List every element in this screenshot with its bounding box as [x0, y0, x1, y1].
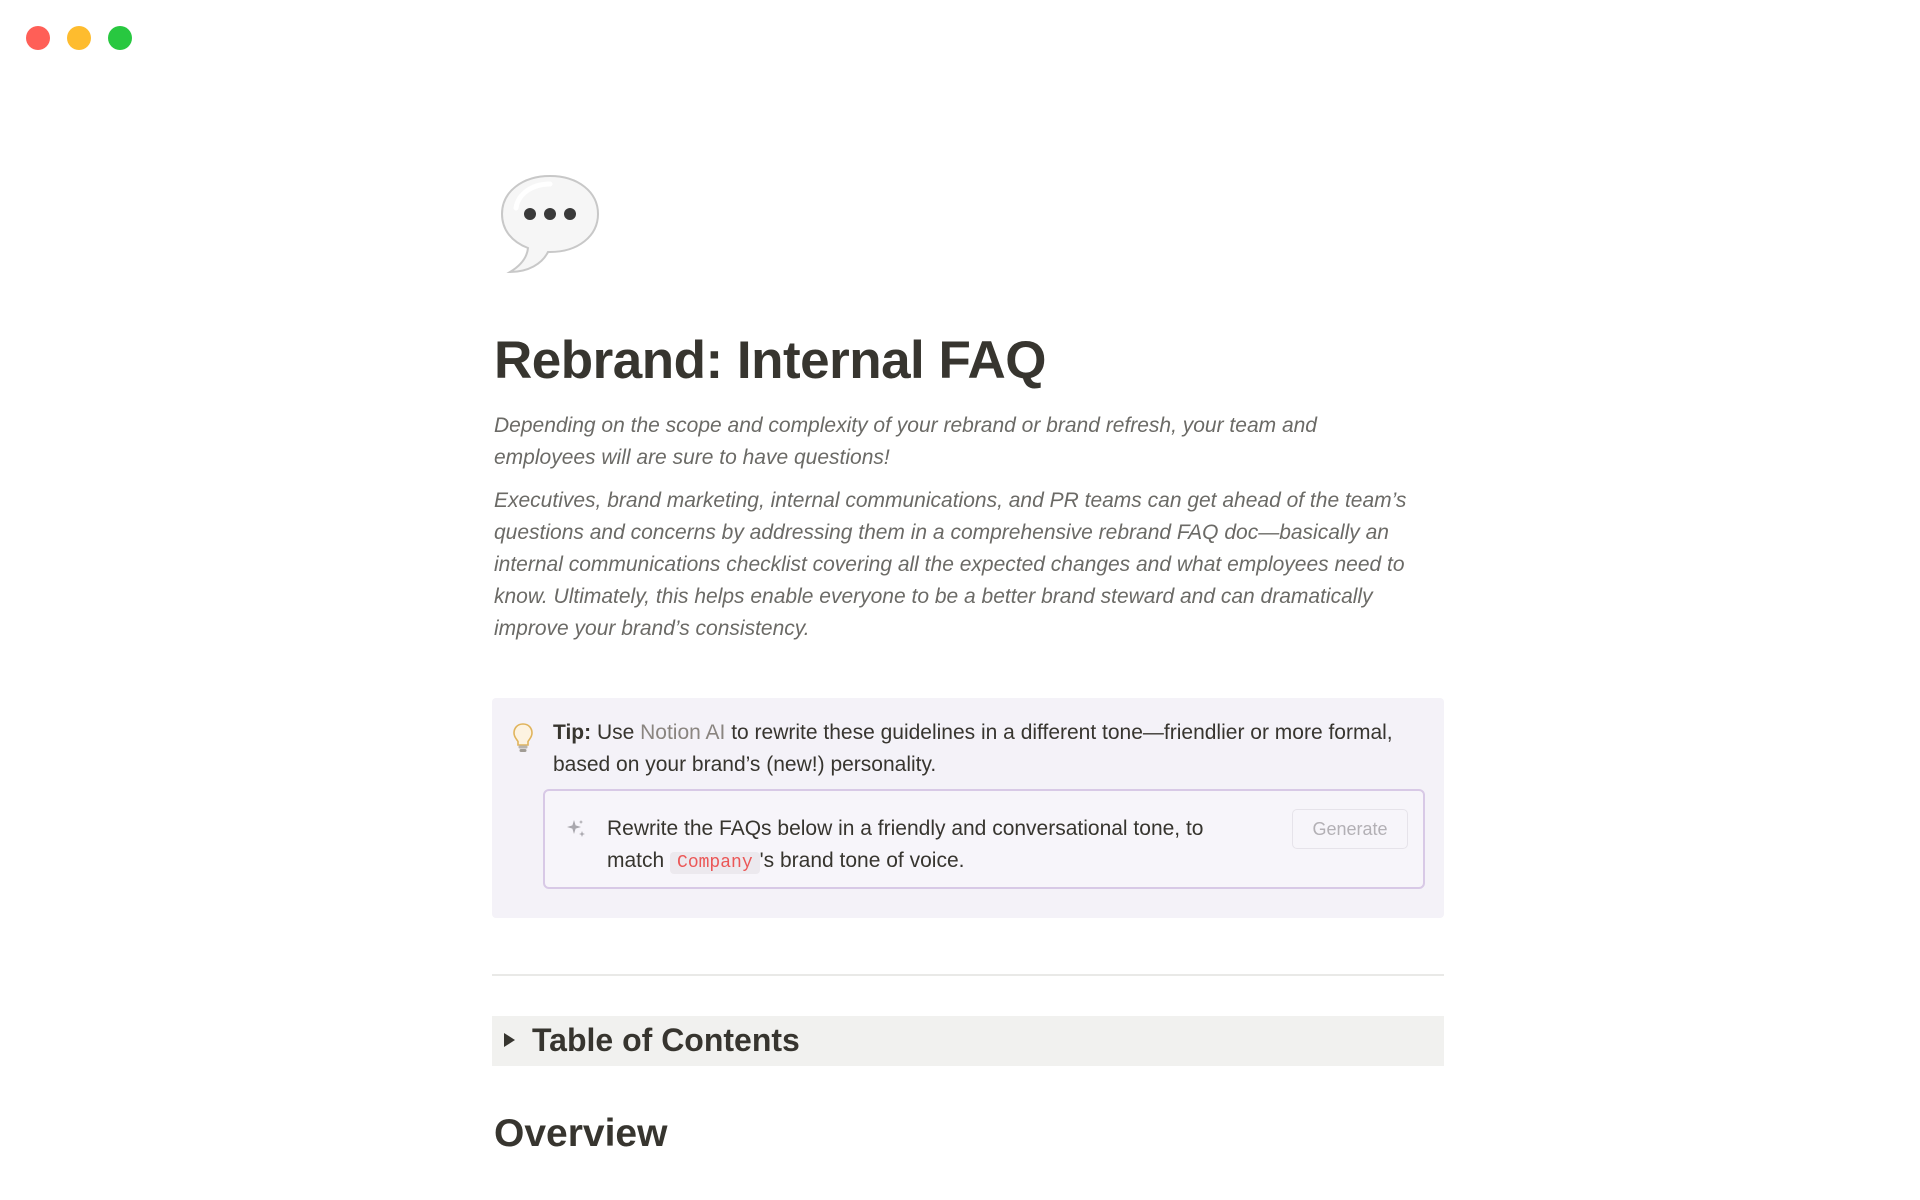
ai-prompt-text[interactable] [607, 813, 1247, 879]
tip-text-after-link: to rewrite these guidelines in a different tone—friendlier or more formal, based on your brand’s (new!) personality. [553, 721, 1393, 776]
tip-text-before-link: Use [591, 721, 641, 744]
divider [492, 974, 1444, 976]
prompt-text-before: Rewrite the FAQs below in a friendly and conversational tone, to match [607, 817, 1204, 872]
intro-paragraph[interactable]: Executives, brand marketing, internal communications, and PR teams can get ahead of the team’s questions and concerns by addressing them in a comprehensive rebrand FAQ doc—basically an internal communications checklist covering all the expected changes and what employees need to know. Ultimately, this helps enable everyone to be a better brand steward and can dramatically improve your brand’s consistency. [494, 489, 1407, 640]
speech-balloon-icon[interactable] [496, 168, 604, 276]
generate-button[interactable]: Generate [1292, 809, 1408, 849]
tip-text[interactable] [553, 717, 1403, 781]
toggle-label[interactable]: Table of Contents [532, 1022, 800, 1058]
intro-paragraph[interactable]: Depending on the scope and complexity of your rebrand or brand refresh, your team and employees will are sure to have questions! [494, 414, 1317, 469]
company-mention[interactable]: Company [670, 852, 760, 874]
minimize-window-button[interactable] [67, 26, 91, 50]
window-controls [26, 26, 132, 50]
prompt-text-after: 's brand tone of voice. [759, 849, 965, 872]
close-window-button[interactable] [26, 26, 50, 50]
zoom-window-button[interactable] [108, 26, 132, 50]
tip-lead: Tip: [553, 721, 592, 744]
section-heading[interactable]: Overview [494, 1112, 668, 1155]
table-of-contents-toggle[interactable] [492, 1016, 1444, 1066]
lightbulb-icon [512, 722, 534, 754]
notion-ai-link[interactable]: Notion AI [640, 721, 726, 744]
sparkle-icon [564, 817, 588, 841]
page-title[interactable]: Rebrand: Internal FAQ [494, 331, 1046, 390]
tip-callout[interactable] [492, 698, 1444, 918]
toggle-arrow-icon[interactable] [504, 1033, 515, 1047]
ai-prompt-block[interactable] [543, 789, 1425, 889]
